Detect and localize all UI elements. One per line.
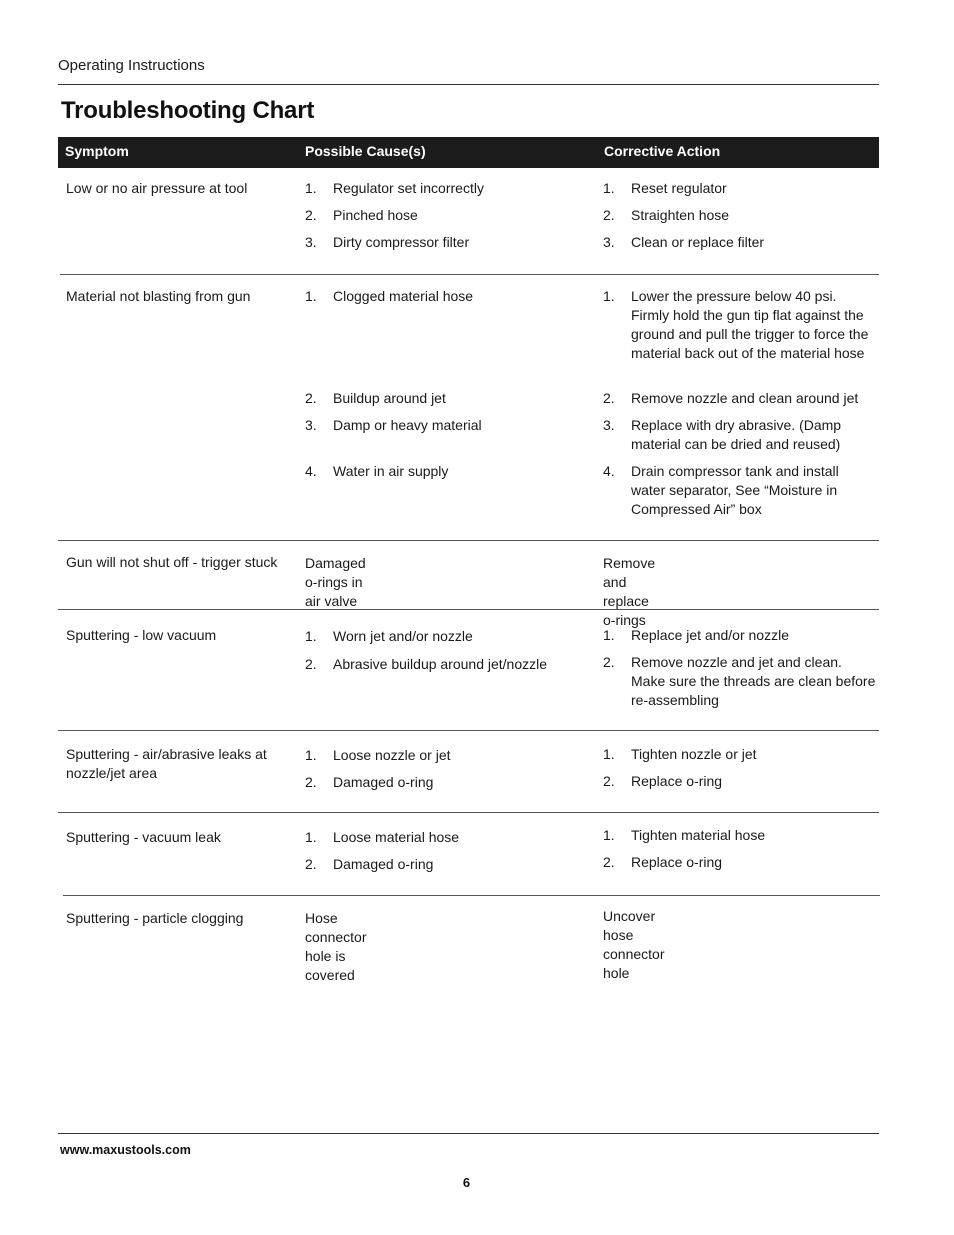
symptom-cell: Sputtering - low vacuum [66,627,217,643]
item-text: Dirty compressor filter [333,234,470,250]
row-divider [58,730,879,731]
item-text: Worn jet and/or nozzle [333,628,473,644]
item-number: 2. [603,854,615,870]
item-text: Loose nozzle or jet [333,747,451,763]
item-number: 1. [603,746,615,762]
item-text: Loose material hose [333,829,460,845]
item-number: 1. [603,827,615,843]
item-text: Replace with dry abrasive. (Damp material can be dried and reused) [631,417,842,452]
item-number: 1. [305,747,317,763]
item-text: Damaged o-ring [333,856,434,872]
item-text: Replace jet and/or nozzle [631,627,789,643]
section-label: Operating Instructions [58,57,205,74]
item-number: 1. [305,628,317,644]
symptom-cell: Sputtering - particle clogging [66,910,244,926]
item-text: Clogged material hose [333,288,474,304]
item-number: 3. [603,234,615,250]
item-number: 4. [603,463,615,479]
row-divider [60,274,879,275]
cause-text: Damaged o-rings in air valve [305,555,366,609]
item-number: 2. [603,207,615,223]
item-number: 2. [305,390,317,406]
item-number: 2. [305,656,317,672]
row-divider [58,609,879,610]
item-text: Drain compressor tank and install water separator, See “Moisture in Compressed Air” box [631,463,839,517]
header-divider [58,84,879,85]
footer-divider [58,1133,879,1134]
column-header-action: Corrective Action [604,143,721,159]
item-text: Regulator set incorrectly [333,180,484,196]
item-text: Reset regulator [631,180,727,196]
item-number: 2. [603,773,615,789]
item-text: Remove nozzle and jet and clean. Make sure the threads are clean before re-assembling [631,654,876,708]
item-number: 3. [603,417,615,433]
item-text: Abrasive buildup around jet/nozzle [333,656,548,672]
symptom-cell: Low or no air pressure at tool [66,180,248,196]
item-text: Replace o-ring [631,854,723,870]
item-text: Clean or replace filter [631,234,765,250]
item-text: Buildup around jet [333,390,446,406]
item-number: 3. [305,417,317,433]
item-number: 2. [305,207,317,223]
symptom-cell: Gun will not shut off - trigger stuck [66,554,278,570]
item-number: 2. [305,774,317,790]
row-divider [63,895,880,896]
item-number: 2. [305,856,317,872]
page-title: Troubleshooting Chart [61,97,315,124]
table-header [58,137,879,168]
item-number: 1. [305,829,317,845]
symptom-cell: Sputtering - air/abrasive leaks at nozzle/jet area [66,746,267,781]
item-text: Lower the pressure below 40 psi. Firmly hold the gun tip flat against the ground and pull the trigger to force the material back out of the material hose [631,288,869,361]
item-number: 1. [305,288,317,304]
column-header-cause: Possible Cause(s) [305,143,426,159]
row-divider [58,540,879,541]
item-number: 1. [603,180,615,196]
symptom-cell: Material not blasting from gun [66,288,251,304]
item-text: Remove nozzle and clean around jet [631,390,859,406]
row-divider [58,812,879,813]
item-text: Tighten nozzle or jet [631,746,757,762]
item-number: 4. [305,463,317,479]
item-text: Straighten hose [631,207,730,223]
action-text: Uncover hose connector hole [603,908,665,981]
item-text: Damaged o-ring [333,774,434,790]
item-number: 1. [305,180,317,196]
symptom-cell: Sputtering - vacuum leak [66,829,221,845]
footer-url: www.maxustools.com [60,1143,191,1157]
action-text: Remove and replace o-rings [603,555,656,628]
item-number: 1. [603,627,615,643]
column-header-symptom: Symptom [65,143,129,159]
item-text: Damp or heavy material [333,417,482,433]
page-number: 6 [462,1175,471,1190]
item-text: Tighten material hose [631,827,766,843]
item-number: 1. [603,288,615,304]
item-text: Water in air supply [333,463,449,479]
item-number: 3. [305,234,317,250]
item-text: Pinched hose [333,207,418,223]
item-number: 2. [603,654,615,670]
item-text: Replace o-ring [631,773,723,789]
cause-text: Hose connector hole is covered [305,910,367,983]
item-number: 2. [603,390,615,406]
